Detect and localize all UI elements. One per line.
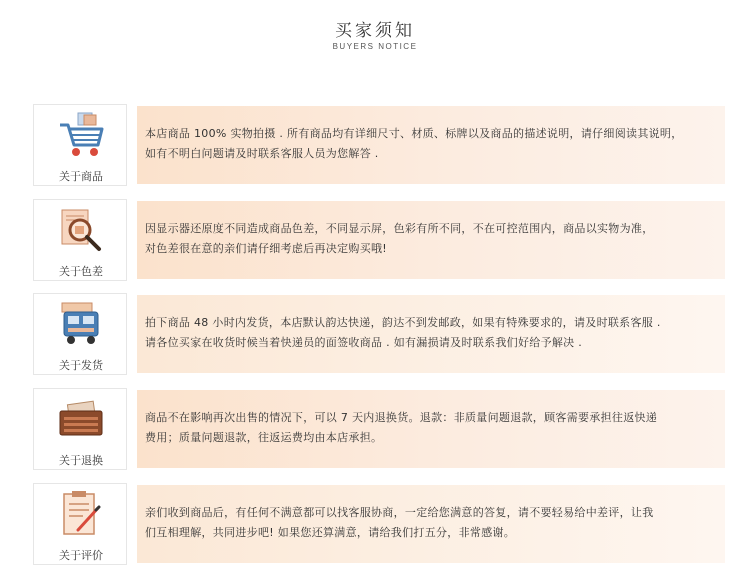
notice-text-line: 因显示器还原度不同造成商品色差，不同显示屏，色彩有所不同，不在可控范围内，商品以实物为准， xyxy=(145,222,654,235)
notice-text-line: 亲们收到商品后，有任何不满意都可以找客服协商，一定给您满意的答复，请不要轻易给中差评，让我 xyxy=(145,506,654,519)
clipboard-pen-icon xyxy=(56,490,106,540)
notice-row-return xyxy=(33,388,725,472)
wallet-icon xyxy=(56,395,106,445)
notice-label: 关于商品 xyxy=(59,170,103,183)
notice-label: 关于退换 xyxy=(59,454,103,467)
notice-text-panel xyxy=(137,201,725,279)
notice-icon-box xyxy=(33,104,127,186)
delivery-truck-icon xyxy=(56,300,106,350)
page-subtitle: BUYERS NOTICE xyxy=(332,42,418,51)
notice-text-line: 们互相理解，共同进步吧! 如果您还算满意，请给我们打五分，非常感谢。 xyxy=(145,526,516,539)
notice-row-shipping xyxy=(33,293,725,377)
notice-icon-box xyxy=(33,293,127,375)
notice-icon-box xyxy=(33,388,127,470)
notice-text-line: 请各位买家在收货时候当着快递员的面签收商品 . 如有漏损请及时联系我们好给予解决 . xyxy=(145,336,583,349)
notice-text-line: 费用；质量问题退款，往返运费均由本店承担。 xyxy=(145,431,383,444)
notice-text-panel xyxy=(137,295,725,373)
notice-icon-box xyxy=(33,199,127,281)
notice-text-line: 拍下商品 48 小时内发货，本店默认韵达快递，韵达不到发邮政，如果有特殊要求的，请及时联系客服 . xyxy=(145,316,661,329)
notice-text-line: 对色差很在意的亲们请仔细考虑后再决定购买哦! xyxy=(145,242,388,255)
notice-text-line: 如有不明白问题请及时联系客服人员为您解答 . xyxy=(145,147,379,160)
notice-row-product xyxy=(33,104,725,188)
notice-text-panel xyxy=(137,390,725,468)
notice-text-panel xyxy=(137,485,725,563)
notice-header xyxy=(0,0,750,70)
notice-label: 关于色差 xyxy=(59,265,103,278)
notice-label: 关于评价 xyxy=(59,549,103,562)
notice-label: 关于发货 xyxy=(59,359,103,372)
shopping-cart-icon xyxy=(56,111,106,161)
notice-row-review xyxy=(33,483,725,567)
magnifier-icon xyxy=(56,206,106,256)
notice-text-panel xyxy=(137,106,725,184)
notice-icon-box xyxy=(33,483,127,565)
notice-row-color xyxy=(33,199,725,283)
notice-text-line: 本店商品 100% 实物拍摄 . 所有商品均有详细尺寸、材质、标牌以及商品的描述说明，请仔细阅读其说明， xyxy=(145,127,683,140)
notice-text-line: 商品不在影响再次出售的情况下，可以 7 天内退换货。退款：非质量问题退款，顾客需要承担往返快递 xyxy=(145,411,658,424)
page-title: 买家须知 xyxy=(335,21,415,41)
